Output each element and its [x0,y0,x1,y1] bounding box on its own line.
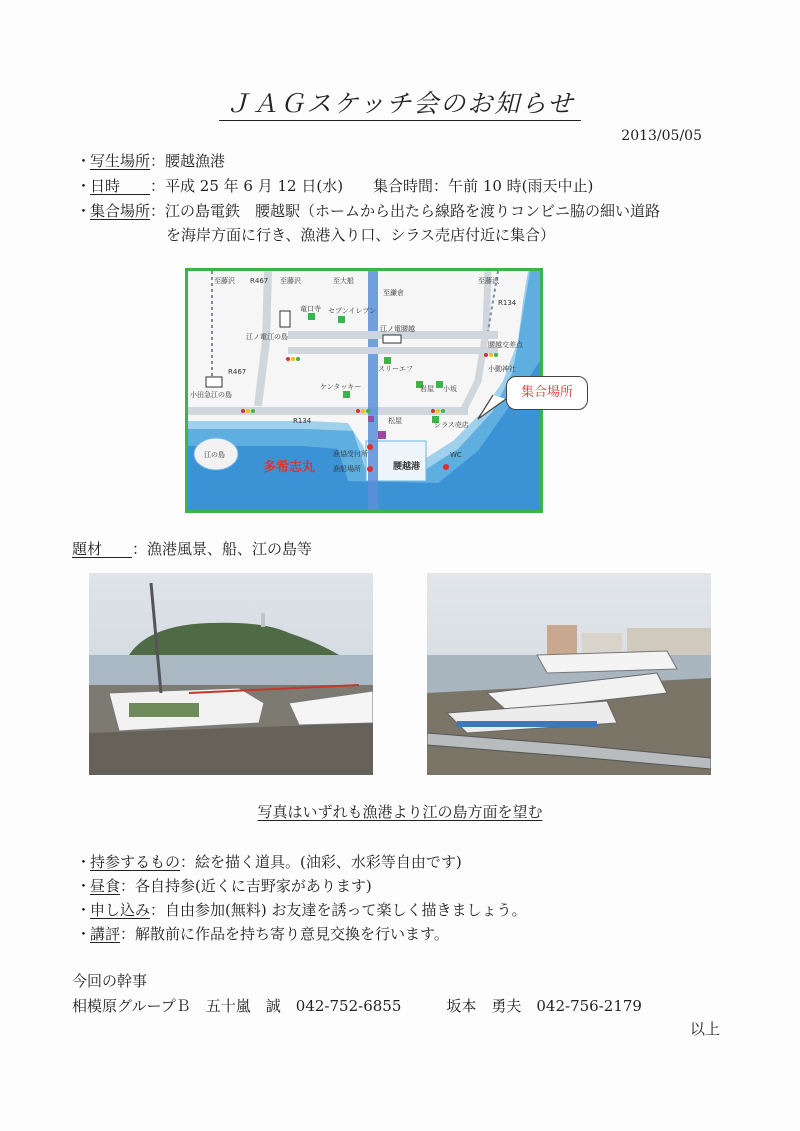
map-label-odakyu: 小田急江の島 [190,391,232,399]
datetime-value: ：平成 25 年 6 月 12 日(水) 集合時間：午前 10 時(雨天中止) [150,177,594,195]
subject-row [72,538,312,559]
area-map [185,268,543,513]
info-meeting: ・集合場所：江の島電鉄 腰越駅（ホームから出たら線路を渡りコンビニ脇の細い道路 [76,202,661,220]
map-label-misc3: 小動神社 [488,365,516,373]
map-label-kamakura: 至鎌倉 [383,289,404,297]
map-label-iwaya: 岩屋 [420,385,434,393]
map-label-kentucky: ケンタッキー [320,383,362,391]
item-bring-label: 持参するもの [90,853,181,871]
organizer-heading: 今回の幹事 [72,972,148,990]
map-label-tagashimaru: 多希志丸 [263,460,316,475]
subject-value: ：漁港風景、船、江の島等 [132,540,313,558]
map-label-shirasu: シラス売店 [434,421,469,429]
closing-text: 以上 [689,1020,720,1038]
map-label-koshigoe-station: 江ノ電腰越 [380,325,415,333]
map-label-misc2: 漁船場所 [333,465,361,473]
map-label-misc1: 漁協受付所 [333,450,368,458]
meeting-value-1: ：江の島電鉄 腰越駅（ホームから出たら線路を渡りコンビニ脇の細い道路 [150,202,661,220]
info-place: ・写生場所：腰越漁港 [76,152,226,170]
map-label-seven: セブンイレブン [328,307,377,315]
datetime-label: 日時 [90,177,151,195]
item-lunch-label: 昼食 [90,877,121,895]
map-label-r134a: R134 [293,417,312,425]
info-datetime: ・日時 ：平成 25 年 6 月 12 日(水) 集合時間：午前 10 時(雨天中止) [76,177,594,195]
place-value: ：腰越漁港 [150,152,226,170]
map-label-fujisawa1: 至藤沢 [214,277,235,285]
map-label-sleeway: スリーエフ [378,365,413,373]
map-label-r467a: R467 [250,277,269,285]
map-graphic [188,271,540,510]
item-bring-value: ：絵を描く道具。(油彩、水彩等自由です) [180,853,462,871]
map-label-enoden: 江ノ電江の島 [246,333,288,341]
map-label-fujisawa2: 至藤沢 [280,277,301,285]
photo-left-graphic [89,573,373,775]
item-review-value: ：解散前に作品を持ち寄り意見交換を行います。 [120,925,449,943]
item-apply-value: ：自由参加(無料) お友達を誘って楽しく描きましょう。 [150,901,527,919]
photo-caption: 写真はいずれも漁港より江の島方面を望む [257,803,543,821]
map-label-r134b: R134 [498,299,517,307]
item-review: ・講評：解散前に作品を持ち寄り意見交換を行います。 [76,925,449,943]
item-review-label: 講評 [90,925,121,943]
map-label-ryukoji: 竜口寺 [300,305,321,313]
map-label-ofuna: 至大船 [333,277,354,285]
map-label-kosaka: 小坂 [443,385,457,393]
map-label-wc: WC [450,451,462,459]
notice-title: ＪＡＧスケッチ会のお知らせ [0,84,800,120]
organizer-line: 相模原グループＢ 五十嵐 誠 042-752-6855 坂本 勇夫 042-756-2179 [72,997,642,1015]
photo-harbor-right [427,573,711,775]
issue-date: 2013/05/05 [621,128,702,144]
map-label-matsuya: 松屋 [388,417,402,425]
map-label-fujisawa3: 至藤沢 [478,277,499,285]
item-lunch-value: ：各自持参(近くに吉野家があります) [120,877,372,895]
map-label-enoshima: 江の島 [204,451,225,459]
place-label: 写生場所 [90,152,151,170]
item-bring: ・持参するもの：絵を描く道具。(油彩、水彩等自由です) [76,853,462,871]
map-label-gyokyo: 腰越港 [393,462,421,472]
meeting-label: 集合場所 [90,202,151,220]
item-lunch: ・昼食：各自持参(近くに吉野家があります) [76,877,372,895]
map-label-r467b: R467 [228,368,247,376]
photo-harbor-left [89,573,373,775]
item-apply: ・申し込み：自由参加(無料) お友達を誘って楽しく描きましょう。 [76,901,527,919]
meeting-point-callout: 集合場所 [506,376,588,410]
meeting-value-2: を海岸方面に行き、漁港入り口、シラス売店付近に集合） [166,226,555,244]
item-apply-label: 申し込み [90,901,151,919]
subject-label: 題材 [72,540,133,558]
map-label-misc4: 腰越交差点 [488,341,523,349]
photo-right-graphic [427,573,711,775]
